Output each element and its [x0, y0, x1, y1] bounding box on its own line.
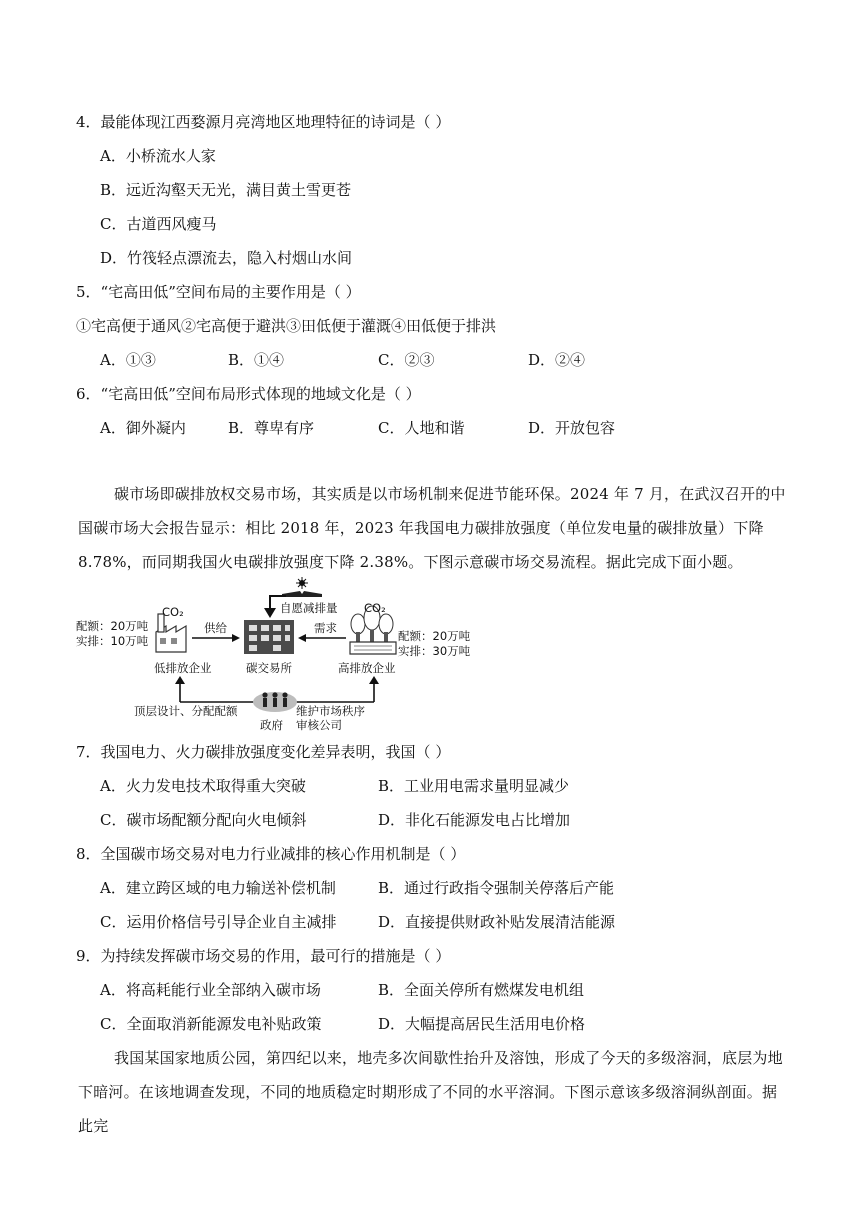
q9-option-c[interactable]: C．全面取消新能源发电补贴政策 — [100, 1015, 322, 1033]
top-design-label: 顶层设计、分配配额 — [134, 704, 238, 718]
question-5-stem: 5．“宅高田低”空间布局的主要作用是（ ） — [76, 283, 361, 301]
right-quota-label: 配额：20万吨 — [398, 629, 471, 643]
left-actual-label: 实排：10万吨 — [76, 634, 149, 648]
q9-option-a[interactable]: A．将高耗能行业全部纳入碳市场 — [100, 981, 321, 999]
q6-option-a[interactable]: A．御外凝内 — [100, 419, 186, 437]
karst-cave-passage: 我国某国家地质公园，第四纪以来，地壳多次间歇性抬升及溶蚀，形成了今天的多级溶洞，底层为地下暗河。在该地调查发现，不同的地质稳定时期形成了不同的水平溶洞。下图示意该多级溶洞纵剖面。据此完 — [78, 1049, 783, 1135]
q8-option-b[interactable]: B．通过行政指令强制关停落后产能 — [378, 879, 615, 897]
q5-option-d[interactable]: D．②④ — [528, 351, 586, 369]
q4-option-b[interactable]: B．远近沟壑天无光，满目黄土雪更苍 — [100, 181, 352, 199]
high-enterprise-label: 高排放企业 — [338, 661, 396, 675]
q7-option-a[interactable]: A．火力发电技术取得重大突破 — [100, 777, 306, 795]
q5-option-b[interactable]: B．①④ — [228, 351, 285, 369]
low-emission-factory-icon — [156, 614, 186, 652]
q8-option-a[interactable]: A．建立跨区域的电力输送补偿机制 — [100, 879, 336, 897]
question-9-stem: 9．为持续发挥碳市场交易的作用，最可行的措施是（ ） — [76, 947, 451, 965]
question-8-stem: 8．全国碳市场交易对电力行业减排的核心作用机制是（ ） — [76, 845, 466, 863]
left-quota-label: 配额：20万吨 — [76, 619, 149, 633]
q9-option-b[interactable]: B．全面关停所有燃煤发电机组 — [378, 981, 585, 999]
audit-company-label: 审核公司 — [296, 718, 342, 732]
exchange-label: 碳交易所 — [246, 661, 292, 675]
q7-option-b[interactable]: B．工业用电需求量明显减少 — [378, 777, 570, 795]
voluntary-reduction-icon — [282, 577, 322, 597]
q4-option-d[interactable]: D．竹筏轻点漂流去，隐入村烟山水间 — [100, 249, 353, 267]
q7-option-d[interactable]: D．非化石能源发电占比增加 — [378, 811, 571, 829]
q6-option-b[interactable]: B．尊卑有序 — [228, 419, 315, 437]
co2-left-label: CO₂ — [162, 605, 184, 619]
question-6-stem: 6．“宅高田低”空间布局形式体现的地域文化是（ ） — [76, 385, 421, 403]
q4-option-c[interactable]: C．古道西风瘦马 — [100, 215, 217, 233]
government-people-icon — [253, 692, 297, 712]
carbon-market-passage: 碳市场即碳排放权交易市场，其实质是以市场机制来促进节能环保。2024 年 7 月，在武汉召开的中国碳市场大会报告显示：相比 2018 年，2023 年我国电力碳排放强度（单位发电量的碳排放量）下降 8.78%，而同期我国火电碳排放强度下降 2.38%。下图示意碳市场交易流程。据此完成下面小题。 — [78, 485, 786, 571]
demand-label: 需求 — [314, 621, 337, 635]
q8-option-c[interactable]: C．运用价格信号引导企业自主减排 — [100, 913, 337, 931]
q9-option-d[interactable]: D．大幅提高居民生活用电价格 — [378, 1015, 586, 1033]
co2-right-label: CO₂ — [364, 601, 386, 615]
government-label: 政府 — [260, 718, 283, 732]
voluntary-label: 自愿减排量 — [280, 601, 338, 615]
q6-option-d[interactable]: D．开放包容 — [528, 419, 616, 437]
carbon-exchange-building-icon — [244, 620, 294, 654]
q8-option-d[interactable]: D．直接提供财政补贴发展清洁能源 — [378, 913, 616, 931]
q5-option-a[interactable]: A．①③ — [100, 351, 156, 369]
question-7-stem: 7．我国电力、火力碳排放强度变化差异表明，我国（ ） — [76, 743, 451, 761]
q4-option-a[interactable]: A．小桥流水人家 — [100, 147, 216, 165]
q5-statements: ①宅高便于通风②宅高便于避洪③田低便于灌溉④田低便于排洪 — [76, 317, 497, 335]
q6-option-c[interactable]: C．人地和谐 — [378, 419, 465, 437]
maintain-order-label: 维护市场秩序 — [296, 704, 365, 718]
right-actual-label: 实排：30万吨 — [398, 644, 471, 658]
q5-option-c[interactable]: C．②③ — [378, 351, 435, 369]
supply-label: 供给 — [204, 621, 227, 635]
low-enterprise-label: 低排放企业 — [154, 661, 212, 675]
q7-option-c[interactable]: C．碳市场配额分配向火电倾斜 — [100, 811, 307, 829]
carbon-market-flow-diagram — [74, 574, 494, 736]
question-4-stem: 4．最能体现江西婺源月亮湾地区地理特征的诗词是（ ） — [76, 113, 451, 131]
